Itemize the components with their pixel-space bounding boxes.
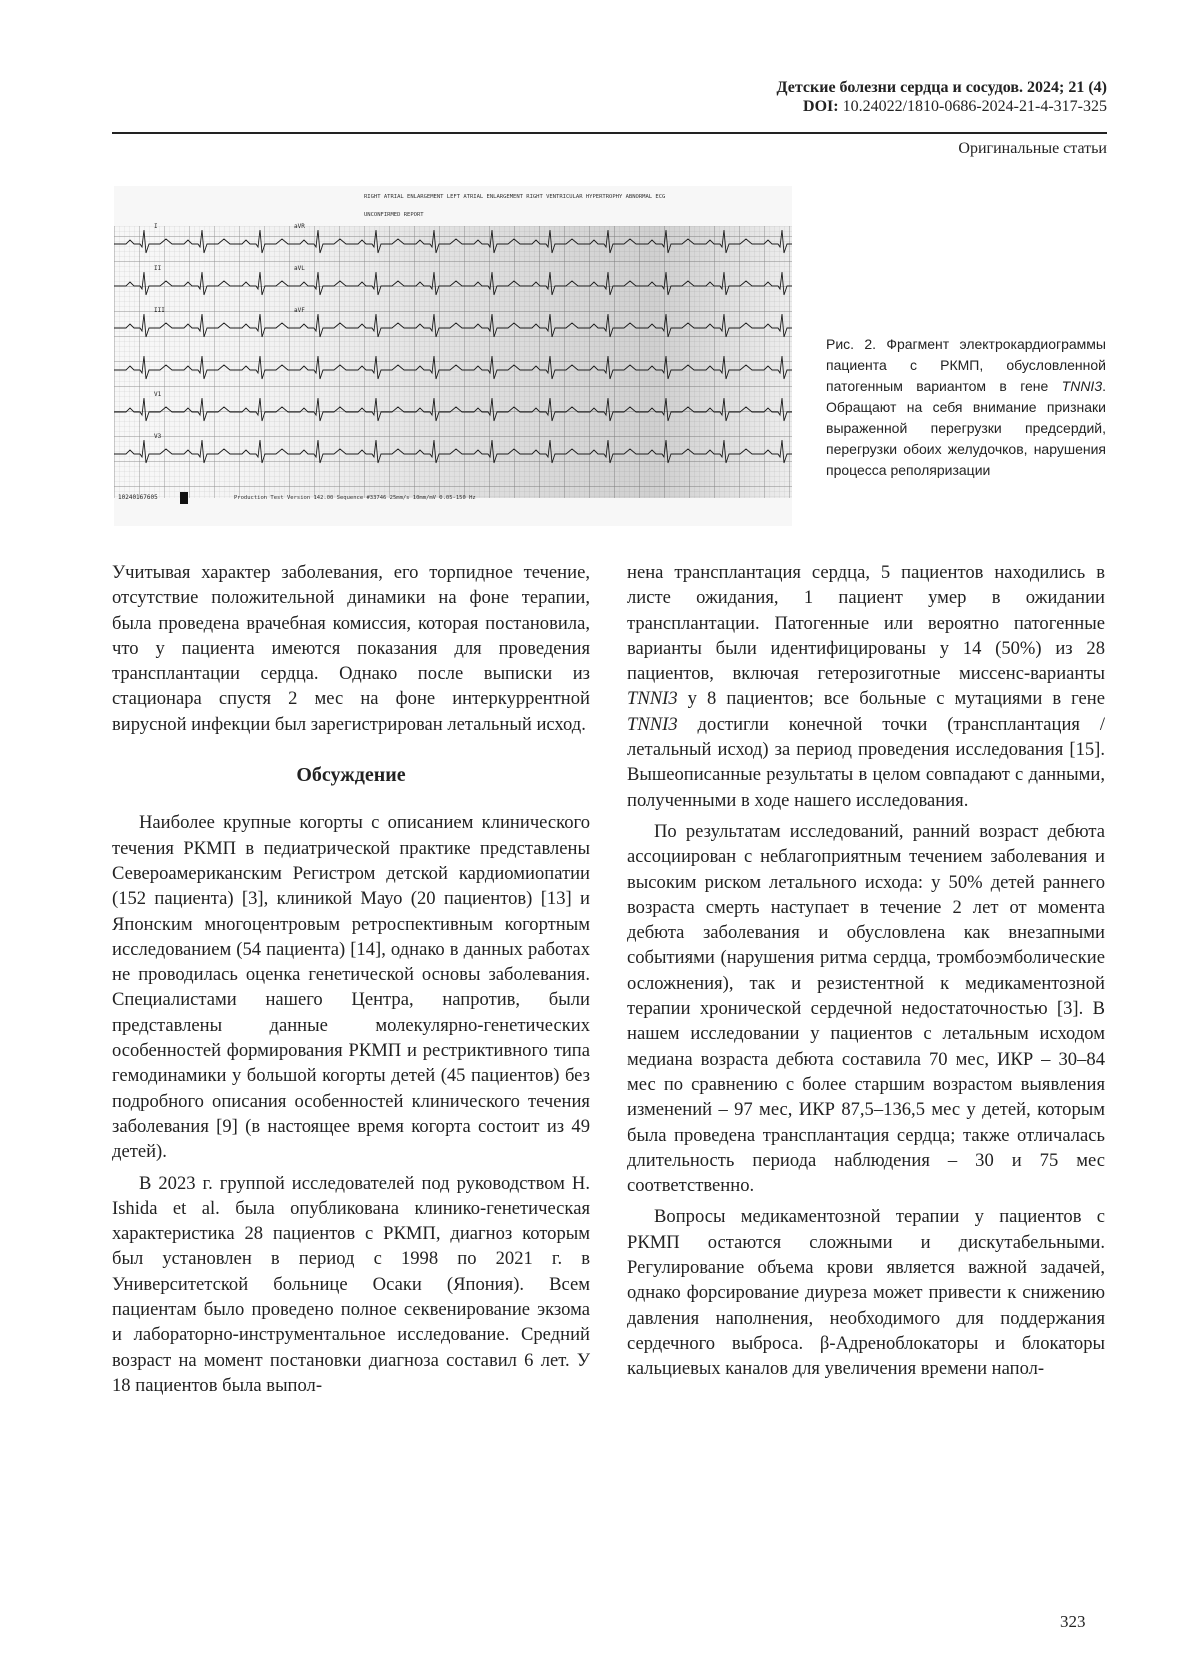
ecg-lead-label: III (154, 307, 165, 314)
left-column (112, 560, 590, 1398)
right-paragraph-1 (627, 560, 1105, 813)
left-paragraph-2: Наиболее крупные когорты с описанием клинического течения РКМП в педиатрической практике представлены Североамериканским Регистром детской кардиомиопатии (152 пациента) [3], клиникой Мауо (20 пациентов) [13] и Японским многоцентровым ретроспективным когортным исследованием (54 пациента) [14], однако в данных работах не проводилась оценка генетической основы заболевания. Специалистами нашего Центра, напротив, были представлены данные молекулярно-генетических особенностей формирования РКМП и рестриктивного типа гемодинамики у большой когорты детей (45 пациентов) без подробного описания особенностей клинического течения заболевания [9] (в настоящее время когорта состоит из 49 детей). (112, 812, 590, 1163)
header-rule (112, 132, 1107, 134)
right-p1-gene-2: TNNI3 (627, 713, 678, 735)
ecg-marker (180, 492, 188, 504)
caption-text-2: . Обращают на себя внимание признаки выраженной перегрузки предсердий, перегрузки обоих желудочков, нарушения процесса реполяризации (826, 378, 1106, 478)
ecg-lead-label: V3 (154, 433, 162, 440)
doi-line (112, 97, 1107, 116)
doi-value: 10.24022/1810-0686-2024-21-4-317-325 (842, 98, 1107, 115)
ecg-lead-label: II (154, 265, 162, 272)
ecg-unconfirmed-text: UNCONFIRMED REPORT (364, 212, 424, 218)
journal-title: Детские болезни сердца и сосудов. 2024; 21 (4) (776, 79, 1107, 96)
ecg-header-text: RIGHT ATRIAL ENLARGEMENT LEFT ATRIAL ENLARGEMENT RIGHT VENTRICULAR HYPERTROPHY ABNORMAL ECG (364, 194, 666, 200)
right-p1-gene-1: TNNI3 (627, 688, 678, 710)
page-number: 323 (1060, 1612, 1086, 1631)
ecg-lead-label: aVF (294, 307, 305, 314)
right-p1-text-b: у 8 пациентов; все больные с мутациями в гене (677, 688, 1105, 710)
ecg-lead-label: aVL (294, 265, 305, 272)
right-column (627, 560, 1105, 1382)
doi-label: DOI: (803, 98, 839, 115)
caption-text-1: Рис. 2. Фрагмент электрокардиограммы пациента с РКМП, обусловленной патогенным вариантом в гене (826, 336, 1106, 394)
ecg-image (114, 186, 792, 526)
ecg-lead-label: I (154, 223, 158, 230)
journal-header (112, 78, 1107, 116)
right-paragraph-2: По результатам исследований, ранний возраст дебюта ассоциирован с неблагоприятным течением заболевания и высоким риском летального исхода: у 50% детей раннего возраста смерть наступает в течение 2 лет от момента дебюта заболевания и обусловлена как внезапными событиями (нарушения ритма сердца, тромбоэмболические осложнения), так и резистентной к медикаментозной терапии хронической сердечной недостаточностью [3]. В нашем исследовании у пациентов с летальным исходом медиана возраста дебюта составила 70 мес, ИКР – 30–84 мес по сравнению с более старшим возрастом выявления изменений – 97 мес, ИКР 87,5–136,5 мес у детей, которым была проведена трансплантация сердца; также отличалась длительность периода наблюдения – 30 и 75 мес соответственно. (627, 820, 1105, 1197)
right-p1-text-c: достигли конечной точки (трансплантация / летальный исход) за период проведения исследования [15]. Вышеописанные результаты в целом совпадают с данными, полученными в ходе нашего исследования. (627, 713, 1105, 811)
ecg-footer-text: Production Test Version 142.00 Sequence #33746 25mm/s 10mm/mV 0.05-150 Hz (234, 495, 476, 501)
ecg-lead-label: aVR (294, 223, 305, 230)
left-paragraph-1: Учитывая характер заболевания, его торпидное течение, отсутствие положительной динамики на фоне терапии, была проведена врачебная комиссия, которая постановила, что у пациента имеются показания для проведения трансплантации сердца. Однако после выписки из стационара спустя 2 мес на фоне интеркуррентной вирусной инфекции был зарегистрирован летальный исход. (112, 562, 590, 735)
right-p1-text-a: нена трансплантация сердца, 5 пациентов находились в листе ожидания, 1 пациент умер в ожидании трансплантации. Патогенные или вероятно патогенные варианты были идентифицированы у 14 (50%) из 28 пациентов, включая гетерозиготные миссенс-варианты (627, 562, 1105, 685)
caption-gene: TNNI3 (1061, 378, 1103, 394)
ecg-figure (114, 186, 792, 526)
ecg-lead-label: V1 (154, 391, 162, 398)
figure-caption (826, 334, 1106, 481)
right-paragraph-3: Вопросы медикаментозной терапии у пациентов с РКМП остаются сложными и дискутабельными. Регулирование объема крови является важной задачей, однако форсирование диуреза может привести к снижению давления наполнения, необходимого для поддержания сердечного выброса. β-Адреноблокаторы и блокаторы кальциевых каналов для увеличения времени напол- (627, 1206, 1105, 1380)
left-paragraph-3: В 2023 г. группой исследователей под руководством H. Ishida et al. была опубликована клинико-генетическая характеристика 28 пациентов с РКМП, диагноз которым был установлен в период с 1998 по 2021 г. в Университетской больнице Осаки (Япония). Всем пациентам было проведено полное секвенирование экзома и лабораторно-инструментальное исследование. Средний возраст на момент постановки диагноза составил 6 лет. У 18 пациентов была выпол- (112, 1172, 590, 1396)
ecg-id-text: 10240167605 (118, 494, 158, 501)
section-heading-discussion: Обсуждение (296, 764, 406, 787)
section-label: Оригинальные статьи (958, 140, 1107, 157)
